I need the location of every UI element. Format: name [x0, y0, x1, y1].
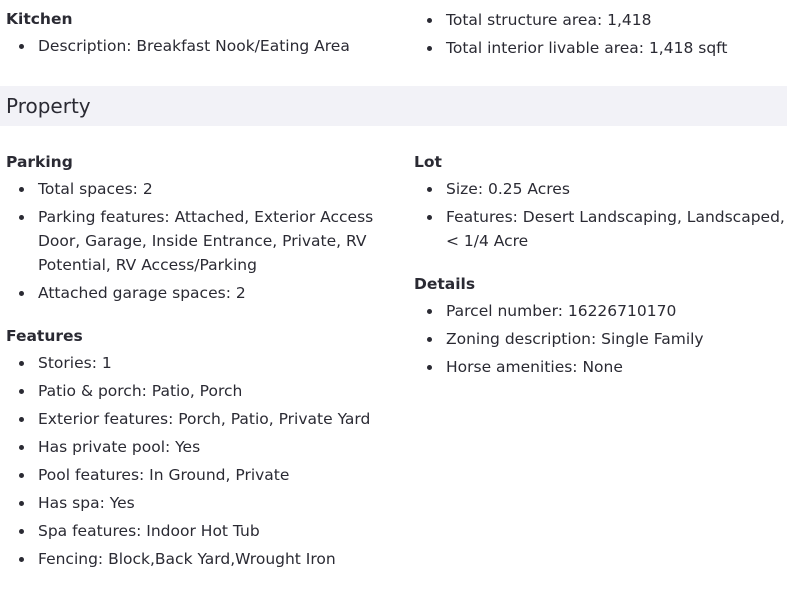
parking-group: [6, 151, 381, 305]
details-group: [414, 273, 787, 379]
list-item: Horse amenities: None: [414, 355, 787, 379]
features-heading: Features: [6, 327, 83, 345]
list-item: Spa features: Indoor Hot Tub: [6, 519, 381, 543]
list-item: Exterior features: Porch, Patio, Private Yard: [6, 407, 381, 431]
lot-list: [414, 177, 787, 253]
list-item: Description: Breakfast Nook/Eating Area: [6, 34, 381, 58]
list-item: Zoning description: Single Family: [414, 327, 787, 351]
list-item: Has spa: Yes: [6, 491, 381, 515]
property-left-column: [6, 151, 381, 591]
kitchen-heading: Kitchen: [6, 10, 73, 28]
list-item: Size: 0.25 Acres: [414, 177, 787, 201]
lot-group: [414, 151, 787, 253]
list-item: Total interior livable area: 1,418 sqft: [414, 36, 787, 60]
kitchen-list: [6, 34, 381, 58]
property-section-title: Property: [6, 94, 91, 118]
kitchen-group: [6, 8, 381, 58]
details-heading: Details: [414, 275, 476, 293]
list-item: Attached garage spaces: 2: [6, 281, 381, 305]
lot-heading: Lot: [414, 153, 442, 171]
list-item: Fencing: Block,Back Yard,Wrought Iron: [6, 547, 381, 571]
list-item: Has private pool: Yes: [6, 435, 381, 459]
list-item: Parcel number: 16226710170: [414, 299, 787, 323]
area-list: [414, 8, 787, 60]
parking-list: [6, 177, 381, 305]
list-item: Features: Desert Landscaping, Landscaped, < 1/4 Acre: [414, 205, 787, 253]
list-item: Total structure area: 1,418: [414, 8, 787, 32]
area-group: [414, 8, 787, 60]
list-item: Stories: 1: [6, 351, 381, 375]
list-item: Pool features: In Ground, Private: [6, 463, 381, 487]
features-list: [6, 351, 381, 571]
property-section-header[interactable]: [0, 86, 787, 126]
details-list: [414, 299, 787, 379]
parking-heading: Parking: [6, 153, 73, 171]
list-item: Patio & porch: Patio, Porch: [6, 379, 381, 403]
property-right-column: [414, 151, 787, 399]
list-item: Parking features: Attached, Exterior Access Door, Garage, Inside Entrance, Private, RV Potential, RV Access/Parking: [6, 205, 381, 277]
features-group: [6, 325, 381, 571]
list-item: Total spaces: 2: [6, 177, 381, 201]
